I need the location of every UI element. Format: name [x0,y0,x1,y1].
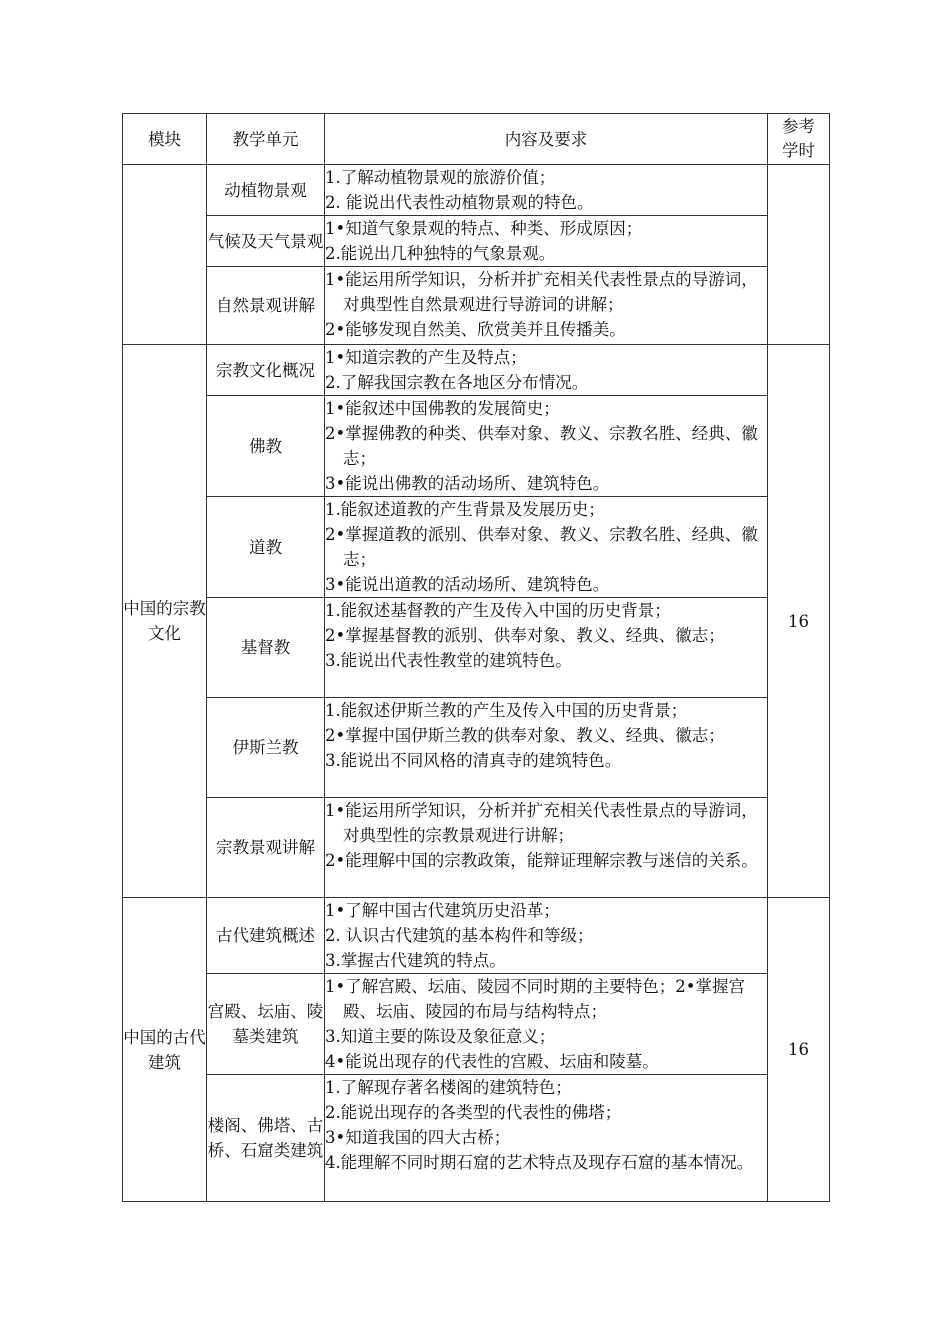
content-item: 1•了解宫殿、坛庙、陵园不同时期的主要特色；2•掌握宫殿、坛庙、陵园的布局与结构特点； [325,977,745,1021]
content-item: 3.能说出不同风格的清真寺的建筑特色。 [325,751,622,770]
content-item: 2•能够发现自然美、欣赏美并且传播美。 [325,320,626,339]
content-item: 3•能说出道教的活动场所、建筑特色。 [325,575,610,594]
content-item: 3.能说出代表性教堂的建筑特色。 [325,651,572,670]
table-row [123,345,830,396]
content-clip [325,1075,767,1201]
table-row [123,267,830,345]
hours-cell: 16 [768,898,830,1202]
content-item: 2•掌握道教的派别、供奉对象、教义、宗教名胜、经典、徽志； [325,525,758,569]
content-cell [325,345,768,396]
content-item: 3•知道我国的四大古桥； [325,1128,511,1147]
content-cell [325,165,768,216]
content-item: 2. 认识古代建筑的基本构件和等级； [325,926,594,945]
table-row [123,165,830,216]
unit-cell: 气候及天气景观 [207,216,325,267]
unit-cell: 佛教 [207,396,325,497]
content-cell [325,898,768,974]
module-cell: 中国的古代建筑 [123,898,207,1202]
content-item: 1.能叙述道教的产生背景及发展历史； [325,500,605,519]
content-cell [325,974,768,1075]
unit-cell: 宗教景观讲解 [207,798,325,898]
module-cell [123,165,207,345]
unit-cell: 古代建筑概述 [207,898,325,974]
content-cell [325,267,768,345]
content-cell [325,798,768,898]
header-row [123,114,830,165]
content-item: 1.能叙述伊斯兰教的产生及传入中国的历史背景； [325,701,688,720]
content-cell [325,396,768,497]
content-cell [325,698,768,798]
table-row [123,898,830,974]
table-row [123,396,830,497]
unit-cell: 伊斯兰教 [207,698,325,798]
table-row [123,598,830,698]
module-cell: 中国的宗教文化 [123,345,207,898]
content-item: 3.掌握古代建筑的特点。 [325,951,506,970]
table-row [123,216,830,267]
hours-cell [768,165,830,345]
content-item: 1•知道气象景观的特点、种类、形成原因； [325,219,643,238]
content-item: 4•能说出现存的代表性的宫殿、坛庙和陵墓。 [325,1052,659,1071]
content-item: 1•能运用所学知识，分析并扩充相关代表性景点的导游词，对典型性的宗教景观进行讲解； [325,801,758,845]
unit-cell: 自然景观讲解 [207,267,325,345]
content-item: 2.能说出现存的各类型的代表性的佛塔； [325,1103,622,1122]
unit-cell: 宫殿、坛庙、陵墓类建筑 [207,974,325,1075]
content-item: 2.了解我国宗教在各地区分布情况。 [325,373,589,392]
content-item: 2•能理解中国的宗教政策，能辩证理解宗教与迷信的关系。 [325,851,758,870]
unit-cell: 宗教文化概况 [207,345,325,396]
content-item: 1.了解现存著名楼阁的建筑特色； [325,1078,572,1097]
table-row [123,974,830,1075]
unit-cell: 楼阁、佛塔、古桥、石窟类建筑 [207,1075,325,1202]
unit-cell: 道教 [207,497,325,598]
content-item: 2•掌握佛教的种类、供奉对象、教义、宗教名胜、经典、徽志； [325,424,758,468]
content-item: 2•掌握中国伊斯兰教的供奉对象、教义、经典、徽志； [325,726,725,745]
unit-cell: 基督教 [207,598,325,698]
table-row [123,698,830,798]
content-item: 2. 能说出代表性动植物景观的特色。 [325,193,594,212]
content-item: 1•能叙述中国佛教的发展简史； [325,399,560,418]
header-content: 内容及要求 [325,114,768,165]
unit-cell: 动植物景观 [207,165,325,216]
content-item: 2.能说出几种独特的气象景观。 [325,244,556,263]
content-cell [325,1075,768,1202]
content-item: 4.能理解不同时期石窟的艺术特点及现存石窟的基本情况。 [325,1153,754,1172]
header-hours-line1: 参考 [782,117,815,136]
content-item: 1•能运用所学知识，分析并扩充相关代表性景点的导游词，对典型性自然景观进行导游词的讲解； [325,270,758,314]
hours-cell: 16 [768,345,830,898]
table-row [123,798,830,898]
content-item: 1.了解动植物景观的旅游价值； [325,168,556,187]
header-unit: 教学单元 [207,114,325,165]
content-item: 1•知道宗教的产生及特点； [325,348,527,367]
content-cell [325,497,768,598]
header-module: 模块 [123,114,207,165]
curriculum-table [122,113,830,1202]
content-item: 3.知道主要的陈设及象征意义； [325,1027,556,1046]
header-hours [768,114,830,165]
content-item: 1.能叙述基督教的产生及传入中国的历史背景； [325,601,671,620]
content-item: 3•能说出佛教的活动场所、建筑特色。 [325,474,610,493]
table-row [123,497,830,598]
content-item: 2•掌握基督教的派别、供奉对象、教义、经典、徽志； [325,626,725,645]
content-cell [325,216,768,267]
table-row [123,1075,830,1202]
content-cell [325,598,768,698]
content-item: 1•了解中国古代建筑历史沿革； [325,901,560,920]
header-hours-line2: 学时 [782,141,815,160]
